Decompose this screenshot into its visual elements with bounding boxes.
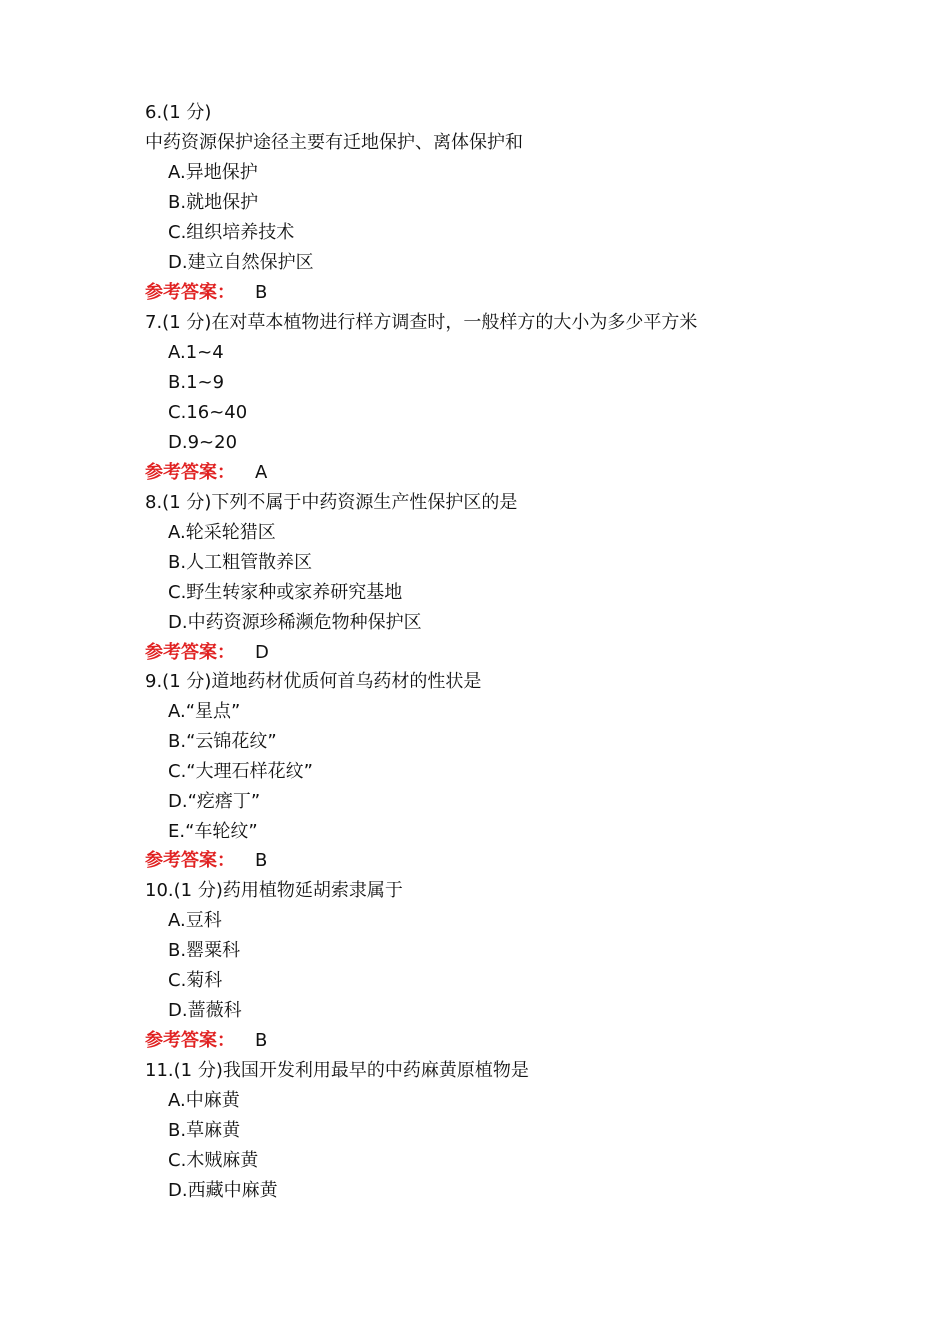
question-7-option-d: D.9~20 [168, 432, 238, 453]
question-7-option-b: B.1~9 [168, 372, 225, 393]
question-7-option-c: C.16~40 [168, 402, 248, 423]
question-9-option-b: B.“云锦花纹” [168, 731, 277, 752]
question-11-option-d: D.西藏中麻黄 [168, 1180, 278, 1201]
answer-value: B [255, 850, 268, 871]
answer-value: B [255, 1030, 268, 1051]
question-9-option-c: C.“大理石样花纹” [168, 761, 313, 782]
question-6-option-d: D.建立自然保护区 [168, 252, 314, 273]
question-11-option-a: A.中麻黄 [168, 1090, 240, 1111]
question-7-answer [145, 458, 267, 488]
question-8-option-b: B.人工粗管散养区 [168, 552, 313, 573]
question-8-header: 8.(1 分)下列不属于中药资源生产性保护区的是 [145, 492, 518, 513]
question-8-answer [145, 638, 269, 668]
question-6-option-c: C.组织培养技术 [168, 222, 295, 243]
question-10-option-c: C.菊科 [168, 970, 223, 991]
question-10-header: 10.(1 分)药用植物延胡索隶属于 [145, 880, 403, 901]
question-8-option-a: A.轮采轮猎区 [168, 522, 276, 543]
answer-value: D [255, 642, 269, 663]
question-8-option-d: D.中药资源珍稀濒危物种保护区 [168, 612, 422, 633]
question-7-header: 7.(1 分)在对草本植物进行样方调查时，一般样方的大小为多少平方米 [145, 312, 698, 333]
answer-value: B [255, 282, 268, 303]
question-6-header: 6.(1 分) [145, 102, 212, 123]
answer-label: 参考答案： [145, 642, 235, 663]
question-9-option-d: D.“疙瘩丁” [168, 791, 261, 812]
answer-label: 参考答案： [145, 462, 235, 483]
question-9-option-e: E.“车轮纹” [168, 821, 258, 842]
question-6-stem: 中药资源保护途径主要有迁地保护、离体保护和 [145, 132, 523, 153]
question-10-option-a: A.豆科 [168, 910, 222, 931]
answer-value: A [255, 462, 268, 483]
question-11-option-c: C.木贼麻黄 [168, 1150, 259, 1171]
answer-label: 参考答案： [145, 1030, 235, 1051]
question-6-option-b: B.就地保护 [168, 192, 259, 213]
question-6-answer [145, 278, 267, 308]
question-10-option-b: B.罂粟科 [168, 940, 241, 961]
question-11-header: 11.(1 分)我国开发利用最早的中药麻黄原植物是 [145, 1060, 529, 1081]
question-11-option-b: B.草麻黄 [168, 1120, 241, 1141]
question-10-option-d: D.蔷薇科 [168, 1000, 242, 1021]
question-6-option-a: A.异地保护 [168, 162, 258, 183]
question-7-option-a: A.1~4 [168, 342, 224, 363]
question-8-option-c: C.野生转家种或家养研究基地 [168, 582, 403, 603]
answer-label: 参考答案： [145, 282, 235, 303]
question-9-header: 9.(1 分)道地药材优质何首乌药材的性状是 [145, 671, 482, 692]
question-10-answer [145, 1026, 267, 1056]
answer-label: 参考答案： [145, 850, 235, 871]
question-9-answer [145, 846, 267, 876]
question-9-option-a: A.“星点” [168, 701, 241, 722]
